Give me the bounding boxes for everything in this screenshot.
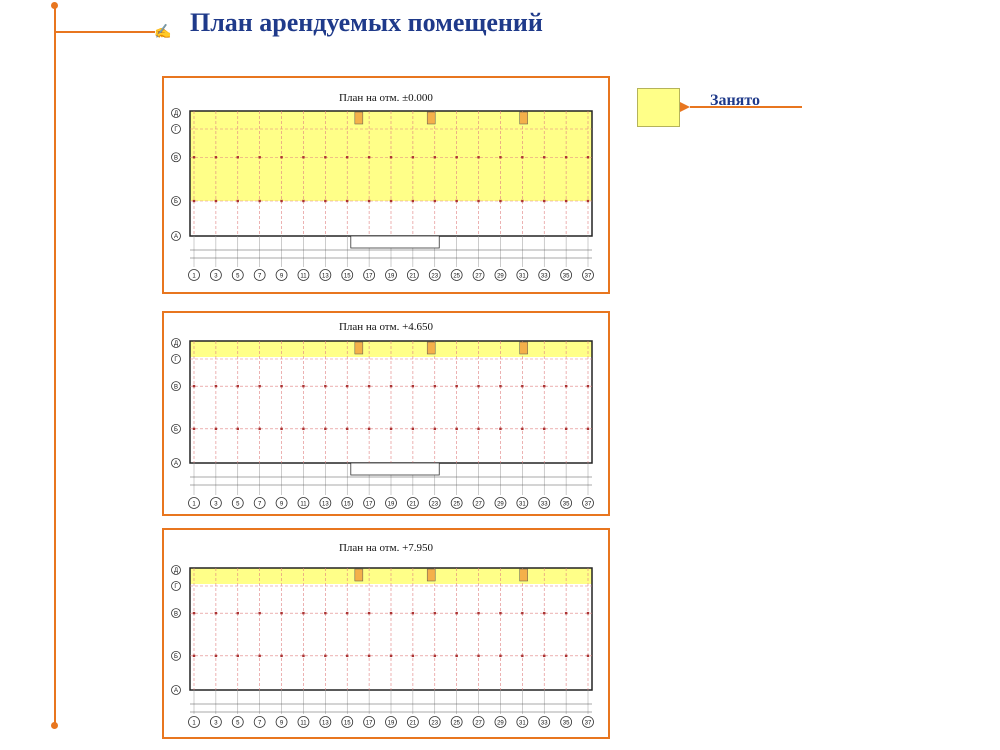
column-axis-label: 29: [497, 501, 504, 508]
column-marker: [302, 156, 304, 158]
column-marker: [280, 200, 282, 202]
column-axis-label: 19: [387, 273, 395, 280]
top-dot: [51, 2, 58, 9]
row-axis-label: Г: [174, 584, 178, 591]
column-marker: [346, 612, 348, 614]
stair-core: [520, 342, 528, 354]
column-marker: [258, 655, 260, 657]
legend-occupied-swatch: [637, 88, 680, 127]
column-marker: [215, 200, 217, 202]
column-marker: [543, 655, 545, 657]
column-axis-label: 33: [540, 273, 548, 280]
column-axis-label: 19: [387, 501, 395, 508]
column-marker: [521, 612, 523, 614]
column-marker: [390, 385, 392, 387]
column-axis-label: 5: [236, 501, 240, 508]
column-axis-label: 23: [431, 501, 439, 508]
column-marker: [412, 655, 414, 657]
column-marker: [258, 428, 260, 430]
column-axis-label: 5: [236, 273, 240, 280]
column-marker: [368, 655, 370, 657]
column-marker: [346, 428, 348, 430]
column-marker: [237, 428, 239, 430]
column-marker: [302, 612, 304, 614]
column-marker: [258, 385, 260, 387]
column-marker: [477, 612, 479, 614]
column-marker: [258, 612, 260, 614]
column-marker: [302, 428, 304, 430]
column-marker: [368, 200, 370, 202]
column-axis-label: 21: [409, 273, 417, 280]
stair-core: [520, 569, 528, 581]
column-axis-label: 3: [214, 720, 218, 727]
column-axis-label: 1: [192, 273, 196, 280]
plan-title: План на отм. +7.950: [338, 542, 434, 554]
column-marker: [499, 385, 501, 387]
row-axis-label: Д: [173, 341, 179, 348]
column-marker: [302, 200, 304, 202]
column-marker: [477, 428, 479, 430]
column-marker: [215, 385, 217, 387]
column-marker: [412, 156, 414, 158]
column-marker: [455, 612, 457, 614]
column-axis-label: 23: [431, 273, 439, 280]
column-axis-label: 7: [257, 501, 262, 508]
column-axis-label: 11: [300, 273, 307, 280]
column-marker: [324, 200, 326, 202]
column-marker: [237, 612, 239, 614]
column-axis-label: 37: [584, 273, 592, 280]
column-marker: [324, 428, 326, 430]
column-marker: [434, 655, 436, 657]
column-marker: [193, 156, 195, 158]
column-axis-label: 29: [497, 273, 504, 280]
column-marker: [324, 385, 326, 387]
column-axis-label: 21: [409, 501, 417, 508]
column-marker: [412, 385, 414, 387]
column-marker: [215, 612, 217, 614]
column-axis-label: 29: [497, 720, 504, 727]
column-marker: [455, 156, 457, 158]
column-axis-label: 33: [540, 501, 548, 508]
column-marker: [324, 655, 326, 657]
column-marker: [346, 655, 348, 657]
column-axis-label: 1: [192, 501, 196, 508]
stair-core: [520, 112, 528, 124]
column-marker: [390, 612, 392, 614]
column-axis-label: 15: [343, 273, 351, 280]
plan-title: План на отм. +4.650: [338, 321, 434, 333]
column-marker: [543, 200, 545, 202]
column-marker: [455, 200, 457, 202]
stair-core: [427, 569, 435, 581]
column-marker: [434, 200, 436, 202]
column-axis-label: 31: [518, 720, 526, 727]
column-marker: [346, 385, 348, 387]
column-marker: [455, 428, 457, 430]
row-axis-label: Б: [174, 427, 178, 434]
floor-plan-level-4650: [162, 311, 610, 516]
column-marker: [499, 612, 501, 614]
column-axis-label: 27: [475, 501, 482, 508]
plan-title: План на отм. ±0.000: [339, 92, 433, 104]
column-marker: [521, 200, 523, 202]
stair-core: [427, 342, 435, 354]
column-axis-label: 3: [214, 273, 218, 280]
column-axis-label: 27: [475, 273, 482, 280]
column-marker: [390, 156, 392, 158]
column-marker: [477, 655, 479, 657]
column-axis-label: 31: [518, 273, 526, 280]
row-axis-label: В: [173, 611, 179, 618]
column-axis-label: 7: [257, 720, 262, 727]
row-axis-label: Г: [174, 127, 178, 134]
bottom-dot: [51, 722, 58, 729]
stair-core: [355, 569, 363, 581]
row-axis-label: Б: [174, 199, 178, 206]
column-marker: [455, 655, 457, 657]
decorative-vertical-line: [54, 4, 56, 726]
column-marker: [565, 428, 567, 430]
column-axis-label: 17: [365, 273, 373, 280]
column-marker: [237, 385, 239, 387]
column-marker: [587, 200, 589, 202]
column-marker: [215, 428, 217, 430]
column-marker: [477, 200, 479, 202]
column-marker: [193, 655, 195, 657]
floor-plan-drawing: [164, 78, 608, 292]
column-marker: [215, 156, 217, 158]
column-axis-label: 13: [321, 501, 329, 508]
column-axis-label: 13: [321, 273, 329, 280]
column-marker: [193, 385, 195, 387]
column-marker: [565, 655, 567, 657]
column-axis-label: 33: [540, 720, 548, 727]
column-marker: [499, 655, 501, 657]
column-marker: [499, 428, 501, 430]
column-marker: [477, 156, 479, 158]
column-marker: [237, 156, 239, 158]
column-marker: [543, 612, 545, 614]
column-axis-label: 35: [562, 273, 570, 280]
column-marker: [565, 385, 567, 387]
column-axis-label: 9: [279, 501, 284, 508]
column-marker: [565, 156, 567, 158]
column-axis-label: 11: [300, 501, 307, 508]
column-marker: [587, 156, 589, 158]
column-marker: [280, 655, 282, 657]
column-marker: [434, 385, 436, 387]
page-title: План арендуемых помещений: [190, 8, 543, 37]
column-axis-label: 31: [518, 501, 526, 508]
stair-core: [355, 342, 363, 354]
column-axis-label: 17: [365, 720, 373, 727]
column-marker: [499, 200, 501, 202]
column-axis-label: 27: [475, 720, 482, 727]
column-marker: [258, 200, 260, 202]
column-marker: [346, 200, 348, 202]
column-axis-label: 37: [584, 720, 592, 727]
column-axis-label: 25: [453, 273, 461, 280]
column-axis-label: 9: [279, 720, 284, 727]
pointer-icon: [680, 102, 690, 112]
column-marker: [587, 612, 589, 614]
column-marker: [499, 156, 501, 158]
column-marker: [521, 385, 523, 387]
column-marker: [193, 428, 195, 430]
column-marker: [368, 428, 370, 430]
column-marker: [280, 428, 282, 430]
entrance-block: [351, 463, 439, 475]
column-marker: [390, 428, 392, 430]
column-marker: [565, 612, 567, 614]
row-axis-label: В: [173, 384, 179, 391]
column-axis-label: 15: [343, 501, 351, 508]
column-marker: [390, 655, 392, 657]
column-marker: [280, 385, 282, 387]
row-axis-label: Г: [174, 357, 178, 364]
column-marker: [434, 428, 436, 430]
column-marker: [302, 385, 304, 387]
column-axis-label: 15: [343, 720, 351, 727]
column-axis-label: 25: [453, 501, 461, 508]
column-axis-label: 7: [257, 273, 262, 280]
column-axis-label: 35: [562, 501, 570, 508]
row-axis-label: Б: [174, 654, 178, 661]
column-marker: [412, 428, 414, 430]
floor-plan-drawing: [164, 313, 608, 514]
column-marker: [521, 428, 523, 430]
column-axis-label: 1: [192, 720, 196, 727]
stair-core: [427, 112, 435, 124]
column-marker: [368, 156, 370, 158]
column-marker: [587, 385, 589, 387]
column-marker: [258, 156, 260, 158]
column-marker: [215, 655, 217, 657]
column-axis-label: 21: [409, 720, 417, 727]
column-marker: [543, 428, 545, 430]
column-axis-label: 9: [279, 273, 284, 280]
column-marker: [237, 655, 239, 657]
column-marker: [193, 612, 195, 614]
column-marker: [521, 156, 523, 158]
floor-plan-drawing: [164, 530, 608, 737]
title-connector-line: [55, 31, 155, 33]
column-marker: [280, 156, 282, 158]
row-axis-label: А: [173, 688, 179, 695]
column-axis-label: 35: [562, 720, 570, 727]
column-axis-label: 19: [387, 720, 395, 727]
column-marker: [521, 655, 523, 657]
row-axis-label: Д: [173, 568, 179, 575]
row-axis-label: А: [173, 234, 179, 241]
column-marker: [543, 385, 545, 387]
column-marker: [587, 655, 589, 657]
column-marker: [368, 385, 370, 387]
column-marker: [434, 156, 436, 158]
column-marker: [477, 385, 479, 387]
column-marker: [412, 200, 414, 202]
column-marker: [324, 612, 326, 614]
pencil-icon: ✍: [154, 25, 172, 40]
column-marker: [587, 428, 589, 430]
column-axis-label: 17: [365, 501, 373, 508]
column-axis-label: 25: [453, 720, 461, 727]
row-axis-label: В: [173, 155, 179, 162]
column-marker: [434, 612, 436, 614]
column-axis-label: 11: [300, 720, 307, 727]
column-marker: [412, 612, 414, 614]
legend-occupied-label: Занято: [710, 92, 760, 109]
floor-plan-level-0: [162, 76, 610, 294]
column-marker: [543, 156, 545, 158]
column-axis-label: 23: [431, 720, 439, 727]
column-marker: [390, 200, 392, 202]
row-axis-label: А: [173, 461, 179, 468]
floor-plan-level-7950: [162, 528, 610, 739]
column-marker: [193, 200, 195, 202]
column-marker: [280, 612, 282, 614]
stair-core: [355, 112, 363, 124]
column-marker: [368, 612, 370, 614]
column-axis-label: 3: [214, 501, 218, 508]
column-marker: [565, 200, 567, 202]
column-axis-label: 5: [236, 720, 240, 727]
column-axis-label: 13: [321, 720, 329, 727]
column-marker: [324, 156, 326, 158]
column-marker: [302, 655, 304, 657]
entrance-block: [351, 236, 439, 248]
column-marker: [346, 156, 348, 158]
column-axis-label: 37: [584, 501, 592, 508]
row-axis-label: Д: [173, 111, 179, 118]
column-marker: [455, 385, 457, 387]
column-marker: [237, 200, 239, 202]
